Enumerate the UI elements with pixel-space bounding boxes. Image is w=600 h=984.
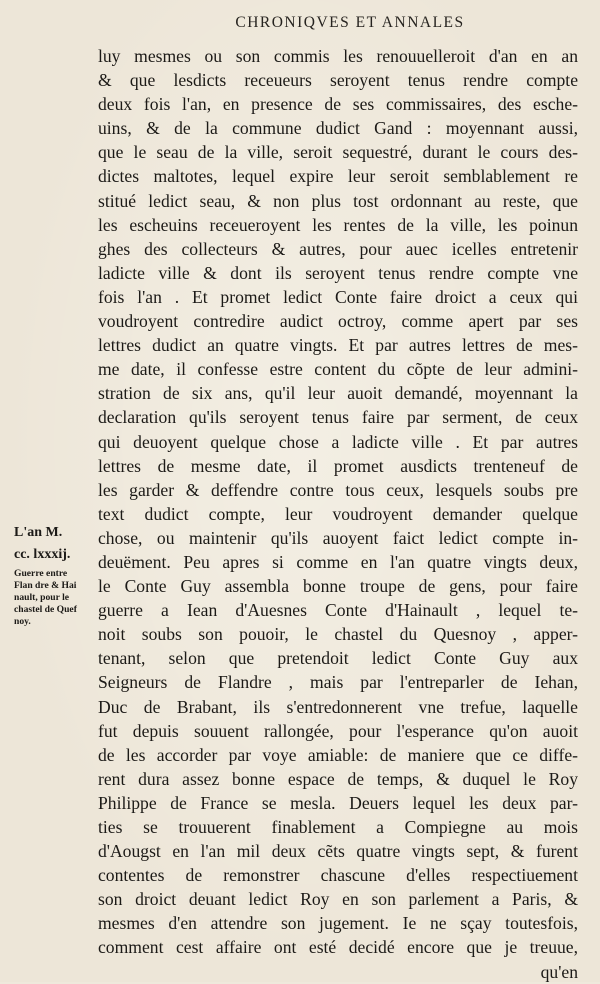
margin-year-line: L'an M. [14,525,63,540]
text-line: mesmes d'en attendre son jugement. Ie ne sçay toutesfois, [98,913,578,934]
margin-year-line: cc. lxxxij. [14,547,71,562]
text-line: noit soubs son pouoir, le chastel du Quesnoy , apper- [98,624,578,645]
text-line: me date, il confesse estre content du cõpte de leur admini- [98,359,578,380]
text-line: stitué ledict seau, & non plus tost ordonnant au reste, que [98,190,578,211]
margin-gloss-line: chastel de Quef [14,604,77,615]
text-line: que le seau de la ville, seroit sequestré, durant le cours des- [98,142,578,163]
text-line: ghes des collecteurs & autres, pour auec icelles entretenir [98,238,578,259]
text-line: rent dura assez bonne espace de temps, & duquel le Roy [98,768,578,789]
text-line: contentes de remonstrer chascune d'elles respectiuement [98,865,578,886]
text-line: stration de six ans, qu'il leur auoit demandé, moyennant la [98,383,578,404]
text-line: qui deuoyent quelque chose a ladicte ville . Et par autres [98,431,578,452]
text-line: tenant, selon que pretendoit ledict Conte Guy aux [98,648,578,669]
margin-gloss-line: noy. [14,616,31,627]
margin-notes [14,522,94,628]
text-line: les garder & deffendre contre tous ceux, lesquels soubs pre [98,479,578,500]
text-line: d'Aougst en l'an mil deux cẽts quatre vingts sept, & furent [98,841,578,862]
text-line: voudroyent contredire audict octroy, comme apert par ses [98,311,578,332]
text-line: & que lesdicts receueurs seroyent tenus rendre compte [98,70,578,91]
text-line: Duc de Brabant, ils s'entredonnerent vne trefue, laquelle [98,696,578,717]
text-line: Seigneurs de Flandre , mais par l'entreparler de Iehan, [98,672,578,693]
text-line: dictes maltotes, lequel expire leur seroit semblablement re [98,166,578,187]
text-line: fois l'an . Et promet ledict Conte faire droict a ceux qui [98,286,578,307]
catchword: qu'en [540,961,578,982]
text-line: lettres de mesme date, il promet ausdicts trenteneuf de [98,455,578,476]
body-text [98,44,578,984]
text-line: fut depuis souuent rallongée, pour l'esperance qu'on auoit [98,720,578,741]
text-line: chose, ou maintenir qu'ils auoyent faict ledict compte in- [98,527,578,548]
text-line: comment cest affaire ont esté decidé encore que je treuue, [98,937,578,958]
text-line: Philippe de France se mesla. Deuers lequel les deux par- [98,792,578,813]
running-head: CHRONIQVES ET ANNALES [235,14,465,31]
text-line: guerre a Iean d'Auesnes Conte d'Hainault , lequel te- [98,600,578,621]
text-line: ties se trouuerent finablement a Compiegne au mois [98,817,578,837]
text-line: lettres dudict an quatre vingts. Et par autres lettres de mes- [98,335,578,356]
text-line: deuëment. Peu apres si comme en l'an quatre vingts deux, [98,551,578,572]
text-line: uins, & de la commune dudict Gand : moyennant aussi, [98,118,578,139]
text-line: text dudict compte, leur voudroyent demander quelque [98,503,578,524]
text-line: les escheuins receueroyent les rentes de la ville, les poinun [98,214,578,235]
margin-gloss [14,568,94,628]
margin-gloss-line: nault, pour le [14,592,69,603]
text-line: ladicte ville & dont ils seroyent tenus rendre compte vne [98,262,578,283]
margin-gloss-line: Flan dre & Hai [14,580,77,591]
text-line: son droict deuant ledict Roy en son parlement a Paris, & [98,889,578,910]
text-line: declaration qu'ils seroyent tenus faire par serment, de ceux [98,407,578,428]
text-line: luy mesmes ou son commis les renouuelleroit d'an en an [98,46,578,66]
margin-gloss-line: Guerre entre [14,568,68,579]
text-line: le Conte Guy assembla bonne troupe de gens, pour faire [98,576,578,597]
text-line: de les accorder par voye amiable: de maniere que ce diffe- [98,744,578,765]
text-line: deux fois l'an, en presence de ses commissaires, des esche- [98,94,578,115]
